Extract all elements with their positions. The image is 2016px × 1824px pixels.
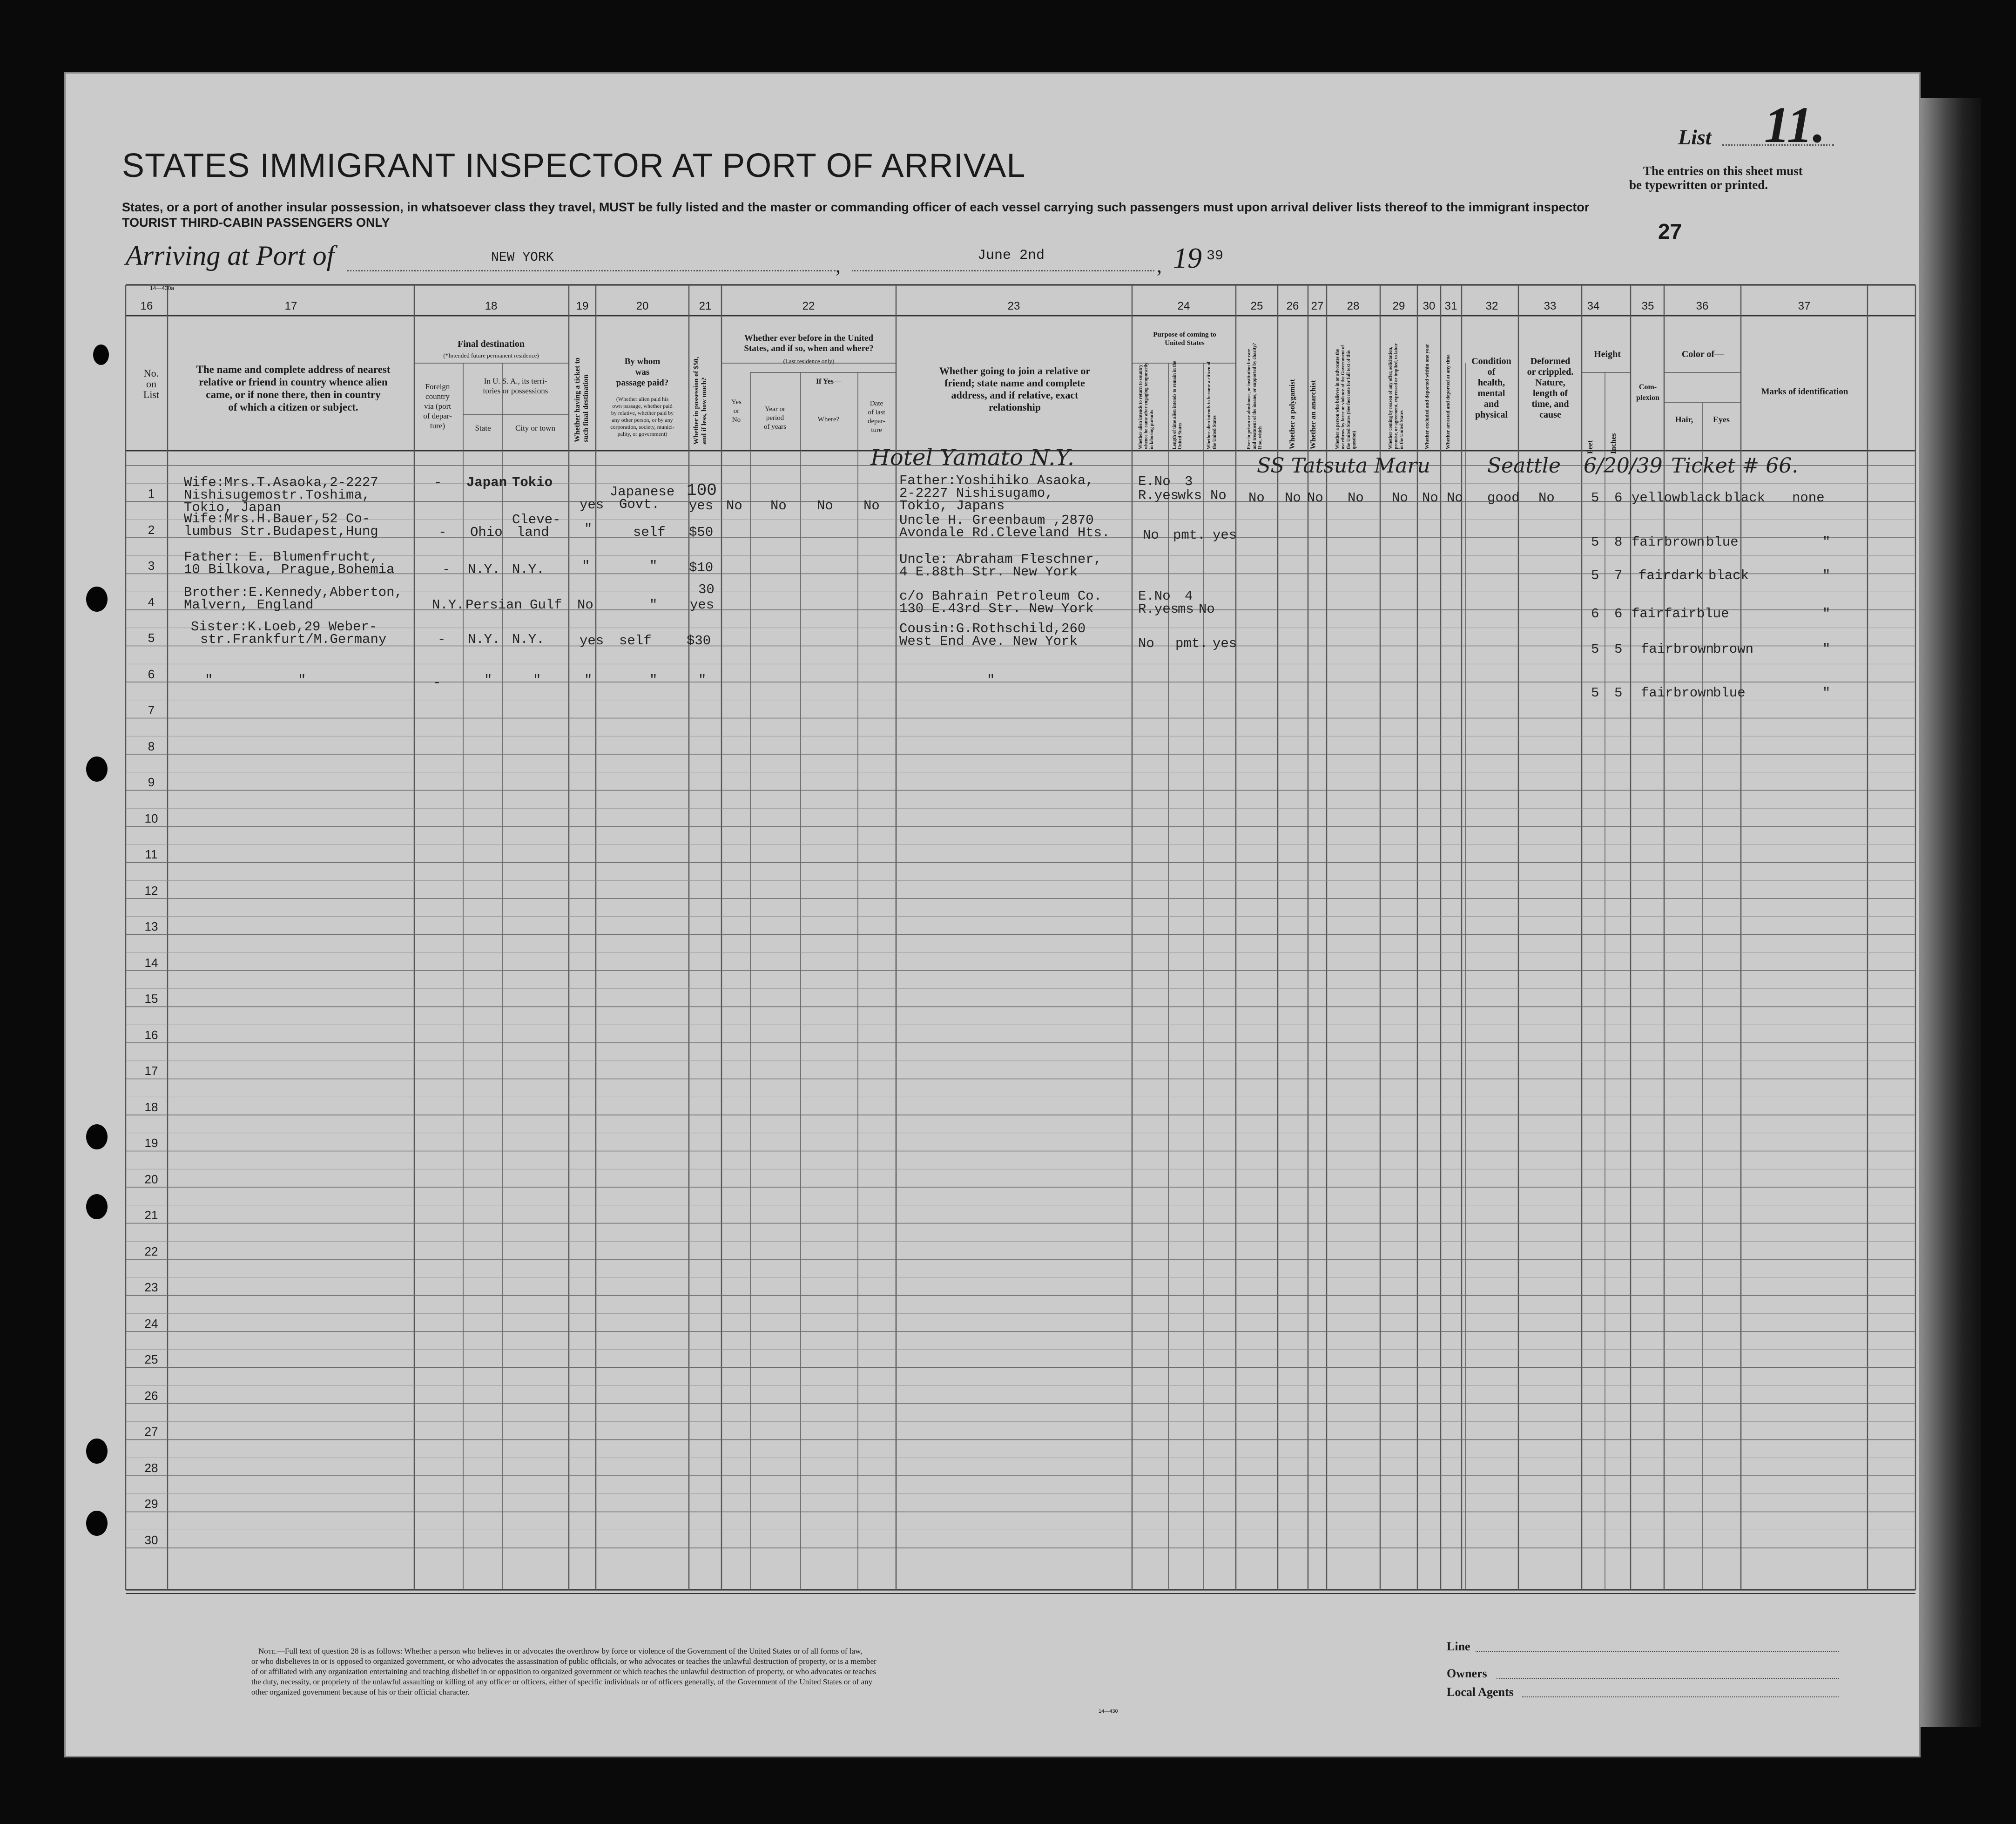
agents-underline — [1522, 1696, 1839, 1697]
row-number: 5 — [148, 631, 155, 645]
r1-money1: 100 — [687, 481, 717, 500]
r1-join-line3: Tokio, Japans — [899, 498, 1005, 513]
col37-header: Marks of identification — [1761, 387, 1848, 397]
r5-marks: " — [1822, 642, 1831, 657]
col22-year: Year or period of years — [764, 405, 786, 431]
r1-c31: No — [1447, 490, 1463, 506]
col34-header: Height — [1594, 349, 1621, 359]
column-number: 35 — [1641, 300, 1654, 312]
r1-join-line2: 2-2227 Nishisugamo, — [899, 486, 1053, 501]
r2-paid: self — [633, 525, 666, 540]
r6-relative-line1: " — [205, 673, 213, 688]
col21-header: Whether in possession of $50, and if less, how much? — [693, 357, 708, 445]
col18-subtitle: (*Intended future permanent residence) — [443, 352, 539, 359]
r5-money: $30 — [687, 633, 711, 649]
r3-ticket: " — [582, 559, 590, 574]
r3-city: N.Y. — [512, 562, 545, 577]
col29-header: Whether coming by reason of any offer, solicitation, promise, or agreement, expressed or implied, to labor in the United States — [1388, 343, 1404, 449]
r1-where: No — [817, 498, 833, 513]
r6-money: " — [698, 673, 707, 688]
column-number: 23 — [1007, 300, 1020, 312]
row-number: 28 — [144, 1460, 158, 1475]
column-number: 16 — [140, 300, 153, 312]
r1-relative-line2: Nishisugemostr.Toshima, — [184, 487, 371, 503]
col24-title: Purpose of coming to United States — [1153, 331, 1216, 347]
r4-feet: 6 — [1591, 606, 1599, 622]
year-suffix: 39 — [1207, 248, 1224, 264]
r6-country: - — [433, 675, 441, 690]
r5-complexion: fair — [1641, 642, 1673, 657]
row-number: 24 — [144, 1316, 158, 1331]
r6-city: " — [533, 673, 541, 688]
col35-header: Com- plexion — [1636, 383, 1659, 402]
row-number: 27 — [144, 1425, 158, 1439]
r1-ticket: yes — [580, 497, 604, 513]
col22-where: Where? — [817, 416, 840, 423]
r1-purpose-a: E.No — [1138, 474, 1171, 489]
r1-state: Japan — [466, 475, 507, 490]
r3-country: - — [442, 562, 451, 577]
column-number: 33 — [1544, 300, 1557, 312]
r4-paid: " — [649, 597, 658, 613]
date-underline — [852, 270, 1154, 271]
col30-header: Whether excluded and deported within one year — [1424, 344, 1430, 449]
col24c-header: Whether alien intends to become a citizen of the United States — [1207, 361, 1217, 449]
r2-relative-line1: Wife:Mrs.H.Bauer,52 Co- — [184, 511, 371, 527]
col36-hair: Hair, — [1675, 415, 1693, 424]
r6-feet: 5 — [1591, 685, 1599, 701]
col18-city: City or town — [515, 424, 555, 432]
col22-ifyes: If Yes— — [816, 378, 842, 385]
r1-money2: yes — [689, 498, 714, 513]
r1-feet: 5 — [1591, 490, 1599, 506]
r3-money: $10 — [689, 560, 714, 575]
r5-city: N.Y. — [512, 632, 545, 647]
r1-c29: No — [1392, 490, 1408, 506]
r2-inches: 8 — [1614, 534, 1623, 550]
row-number: 10 — [144, 811, 158, 825]
r5-eyes: brown — [1713, 642, 1754, 657]
comma: , — [1157, 254, 1162, 277]
r5-country: - — [438, 632, 446, 647]
r6-eyes: blue — [1713, 685, 1746, 701]
row-number: 18 — [144, 1100, 158, 1114]
r1-c28: No — [1348, 490, 1364, 506]
r2-ticket: " — [584, 521, 593, 537]
row-number: 7 — [148, 703, 155, 717]
r5-ticket: yes — [580, 633, 604, 649]
r3-paid: " — [649, 559, 658, 574]
r6-ticket: " — [584, 673, 593, 688]
footer-form-code: 14—430 — [1099, 1709, 1118, 1714]
hw-ticket: Ticket # 66. — [1671, 454, 1799, 478]
r4-money2: yes — [690, 597, 715, 613]
col22-sub: (Last residence only) — [783, 358, 835, 365]
col19-header: Whether having a ticket to such final destination — [573, 358, 590, 442]
r1-relative-line3: Tokio, Japan — [184, 500, 281, 515]
r1-before: No — [726, 498, 742, 513]
row-number: 16 — [144, 1027, 158, 1042]
r2-purpose-e: yes — [1213, 527, 1237, 543]
col27-header: Whether an anarchist — [1309, 380, 1317, 449]
list-number: 11. — [1764, 96, 1826, 153]
column-number: 25 — [1250, 300, 1263, 312]
r2-join-line2: Avondale Rd.Cleveland Hts. — [899, 525, 1110, 540]
r5-purpose-e: yes — [1213, 636, 1237, 651]
row-number: 1 — [148, 486, 155, 500]
r4-inches: 6 — [1614, 606, 1623, 622]
r2-hair: brown — [1664, 534, 1705, 550]
col22-date: Date of last depar- ture — [867, 400, 885, 434]
r3-state: N.Y. — [468, 562, 500, 577]
r6-paid: " — [649, 673, 658, 688]
r4-relative-line1: Brother:E.Kennedy,Abberton, — [184, 585, 403, 600]
r5-join-line2: West End Ave. New York — [899, 634, 1078, 649]
passenger-class: TOURIST THIRD-CABIN PASSENGERS ONLY — [122, 216, 390, 230]
row-number: 23 — [144, 1280, 158, 1294]
form-code: 14—430a — [150, 285, 175, 291]
row-number: 3 — [148, 559, 155, 573]
r3-inches: 7 — [1614, 568, 1623, 583]
col34-feet: Feet — [1586, 440, 1594, 454]
r1-health: good — [1487, 490, 1520, 506]
r4-country: N.Y. — [432, 597, 465, 613]
r3-marks: " — [1822, 568, 1831, 583]
r1-relative-line1: Wife:Mrs.T.Asaoka,2-2227 — [184, 475, 378, 490]
column-number: 22 — [802, 300, 815, 312]
r1-c30: No — [1422, 490, 1438, 506]
entries-note-1: The entries on this sheet must — [1643, 164, 1803, 178]
year-prefix: 19 — [1173, 243, 1202, 274]
col17-header: The name and complete address of nearest relative or friend in country whence alien came, or if none there, then in country of which a citizen or subject. — [196, 364, 391, 413]
r3-relative-line1: Father: E. Blumenfrucht, — [184, 549, 378, 565]
r1-purpose-e: No — [1210, 488, 1227, 503]
r5-join-line1: Cousin:G.Rothschild,260 — [899, 621, 1086, 636]
r5-state: N.Y. — [468, 632, 500, 647]
col24b-header: Length of time alien intends to remain in the United States — [1172, 361, 1183, 449]
row-number: 19 — [144, 1136, 158, 1150]
column-number: 18 — [485, 300, 498, 312]
col18-foreign: Foreign country via (port of depar- ture) — [423, 382, 452, 430]
r3-complexion: fair — [1638, 568, 1671, 583]
r2-country: - — [438, 525, 447, 540]
r1-country: - — [434, 475, 442, 490]
r4-state: Persian — [465, 597, 522, 613]
arriving-label: Arriving at Port of — [126, 240, 335, 271]
row-number: 29 — [144, 1497, 158, 1511]
r1-c25: No — [1248, 490, 1265, 506]
col33-header: Deformed or crippled. Nature, length of time, and cause — [1527, 356, 1574, 420]
col28-header: Whether a person who believes in or advocates the overthrow by force or violence of the Government of the United States (See foot note for full text of this question) — [1335, 345, 1357, 449]
row-number: 25 — [144, 1352, 158, 1366]
row-number: 8 — [148, 739, 155, 753]
row-number: 20 — [144, 1172, 158, 1186]
r3-eyes: black — [1708, 568, 1749, 583]
r6-join: " — [987, 673, 995, 688]
col24a-header: Whether alien intends to return to country whence he came after engaging temporarily in laboring pursuits — [1138, 362, 1154, 449]
r1-join-line1: Father:Yoshihiko Asaoka, — [899, 473, 1094, 488]
r2-purpose-d: pmt. — [1173, 527, 1206, 543]
col32-header: Condition of health, mental and physical — [1471, 356, 1511, 420]
row-number: 21 — [144, 1208, 158, 1222]
column-number: 17 — [284, 300, 297, 312]
r3-join-line2: 4 E.88th Str. New York — [899, 564, 1078, 580]
hw-date: 6/20/39 — [1584, 454, 1663, 478]
r2-city-line1: Cleve- — [512, 512, 561, 527]
col36-eyes: Eyes — [1713, 415, 1730, 424]
col31-header: Whether arrested and deported at any time — [1445, 354, 1451, 449]
r1-paid-line1: Japanese — [610, 484, 675, 500]
col20-header: By whom was passage paid? — [616, 357, 669, 388]
row-number: 15 — [144, 992, 158, 1006]
r4-purpose-d: ms — [1178, 601, 1194, 617]
r2-marks: " — [1822, 534, 1831, 550]
r1-purpose-d: wks — [1178, 488, 1202, 503]
r5-inches: 5 — [1614, 642, 1623, 657]
footnote-line3: of or affiliated with any organization entertaining and teaching disbelief in or opposition to organized government or which teaches the unlawful destruction of property, or who advocates or teaches — [251, 1667, 876, 1676]
column-number: 34 — [1587, 300, 1600, 312]
footnote-line4: the duty, necessity, or propriety of the unlawful assaulting or killing of any officer or officers, either of specific individuals or of officers generally, of the Government of the United States or of any — [251, 1677, 873, 1686]
r6-hair: brown — [1673, 685, 1714, 701]
line-underline — [1476, 1651, 1839, 1652]
col23-header: Whether going to join a relative or friend; state name and complete address, and if relative, exact relationship — [939, 365, 1091, 413]
r2-relative-line2: lumbus Str.Budapest,Hung — [184, 524, 378, 539]
r1-year: No — [770, 498, 787, 513]
row-number: 11 — [145, 847, 158, 861]
r1-complexion: yellow — [1632, 490, 1680, 506]
column-number: 19 — [576, 300, 589, 312]
r1-purpose-b: 3 — [1185, 474, 1193, 489]
r1-inches: 6 — [1614, 490, 1623, 506]
form-instructions: States, or a port of another insular possession, in whatsoever class they travel, MUST be fully listed and the master or commanding officer of each vessel carrying such passengers must upon arrival deliver lists thereof to the immigrant inspector — [122, 200, 1590, 214]
r5-paid: self — [619, 633, 652, 649]
footnote-line1: Note.—Full text of question 28 is as follows: Whether a person who believes in or advocates the overthrow by force or violence of the Government of the United States or of all forms of law, — [258, 1647, 863, 1655]
r6-complexion: fair — [1641, 685, 1673, 701]
r4-join-line2: 130 E.43rd Str. New York — [899, 601, 1094, 616]
column-number: 28 — [1347, 300, 1360, 312]
date-value: June 2nd — [978, 248, 1045, 263]
r5-purpose-a: No — [1138, 636, 1154, 651]
r6-marks: " — [1822, 685, 1831, 701]
r3-join-line1: Uncle: Abraham Fleschner, — [899, 552, 1102, 567]
r4-ticket: No — [577, 597, 593, 613]
column-number: 29 — [1392, 300, 1405, 312]
row-number: 17 — [144, 1064, 158, 1078]
sheet-number: 27 — [1658, 219, 1682, 243]
column-number: 32 — [1485, 300, 1498, 312]
footnote-line5: other organized government because of his or their official character. — [251, 1688, 470, 1696]
r1-eyes: black — [1725, 490, 1766, 506]
column-number: 37 — [1798, 300, 1811, 312]
line-label: Line — [1447, 1640, 1470, 1653]
hw-hotel: Hotel Yamato N.Y. — [870, 445, 1075, 471]
r2-feet: 5 — [1591, 534, 1599, 550]
row-number: 13 — [144, 919, 158, 933]
r5-relative-line2: str.Frankfurt/M.Germany — [200, 632, 387, 647]
r2-eyes: blue — [1706, 534, 1739, 550]
row-number: 4 — [148, 594, 155, 609]
r2-state: Ohio — [470, 525, 503, 540]
footnote-line2: or who disbelieves in or is opposed to organized government, or who advocates the assassination of public officials, or who advocates or teaches the unlawful destruction of property, or is a member — [251, 1657, 877, 1666]
hw-seattle: Seattle — [1487, 454, 1561, 478]
column-number: 27 — [1311, 300, 1324, 312]
col22-yesno: Yes or No — [731, 399, 742, 424]
r2-money: $50 — [689, 525, 714, 540]
port-value: NEW YORK — [491, 250, 554, 265]
col18-usa: In U. S. A., its terri- tories or possessions — [483, 377, 548, 395]
col36-title: Color of— — [1681, 349, 1724, 359]
column-number: 30 — [1423, 300, 1436, 312]
col22-title: Whether ever before in the United States, and if so, when and where? — [744, 333, 874, 353]
r3-feet: 5 — [1591, 568, 1599, 583]
r2-city-line2: land — [517, 525, 549, 540]
row-number: 26 — [144, 1388, 158, 1403]
owners-underline — [1497, 1678, 1839, 1679]
r5-hair: brown — [1673, 642, 1714, 657]
col18-title: Final destination — [458, 339, 525, 349]
r1-city: Tokio — [512, 475, 553, 490]
r5-feet: 5 — [1591, 642, 1599, 657]
r5-purpose-d: pmt. — [1175, 636, 1208, 651]
r1-date: No — [863, 498, 880, 513]
r4-purpose-e: No — [1199, 601, 1215, 617]
r1-paid-line2: Govt. — [619, 497, 660, 512]
r4-purpose-c: R.yes — [1138, 601, 1179, 617]
comma: , — [836, 254, 841, 277]
col20-sub: (Whether alien paid his own passage, whether paid by relative, whether paid by any other person, or by any corporation, society, munici- pality, or government) — [610, 396, 674, 437]
list-label: List — [1678, 125, 1712, 149]
col18-state: State — [475, 424, 491, 432]
r6-relative-line2: " — [298, 673, 306, 688]
port-underline — [347, 270, 836, 271]
row-number: 22 — [144, 1244, 158, 1258]
column-number: 31 — [1444, 300, 1457, 312]
row-number: 9 — [148, 775, 155, 789]
r4-city: Gulf — [530, 597, 562, 613]
owners-label: Owners — [1447, 1667, 1487, 1680]
r2-complexion: fair — [1632, 534, 1664, 550]
col26-header: Whether a polygamist — [1288, 379, 1296, 449]
col34-inches: Inches — [1610, 433, 1618, 454]
r1-c26: No — [1285, 490, 1301, 506]
col25-header: Ever in prison or almshouse, or institution for care and treatment of the insane, or supported by charity? If so, which — [1247, 343, 1263, 449]
r6-inches: 5 — [1614, 685, 1623, 701]
r3-hair: dark — [1671, 568, 1704, 583]
r1-c27: No — [1307, 490, 1323, 506]
r2-join-line1: Uncle H. Greenbaum ,2870 — [899, 513, 1094, 528]
r1-hair: black — [1680, 490, 1721, 506]
r4-join-line1: c/o Bahrain Petroleum Co. — [899, 588, 1102, 604]
row-number: 2 — [148, 522, 155, 537]
r4-purpose-a: E.No — [1138, 588, 1171, 604]
r4-hair: fair — [1664, 606, 1697, 622]
r4-money1: 30 — [698, 582, 715, 597]
r4-marks: " — [1822, 606, 1831, 622]
r6-state: " — [484, 673, 492, 688]
row-number: 14 — [144, 955, 158, 970]
r1-marks: none — [1792, 490, 1825, 506]
r4-eyes: blue — [1697, 606, 1729, 622]
r1-deformed: No — [1538, 490, 1555, 506]
r5-relative-line1: Sister:K.Loeb,29 Weber- — [191, 619, 378, 635]
r2-purpose-a: No — [1143, 527, 1159, 543]
r1-purpose-c: R.yes — [1138, 488, 1179, 503]
r4-relative-line2: Malvern, England — [184, 597, 314, 613]
r3-relative-line2: 10 Bilkova, Prague,Bohemia — [184, 562, 395, 577]
col16-header: No. on List — [143, 367, 160, 400]
column-number: 20 — [636, 300, 649, 312]
column-number: 24 — [1177, 300, 1190, 312]
hw-ship: SS Tatsuta Maru — [1257, 454, 1430, 478]
row-number: 30 — [144, 1533, 158, 1547]
column-number: 21 — [699, 300, 712, 312]
agents-label: Local Agents — [1447, 1685, 1514, 1699]
column-number: 36 — [1696, 300, 1709, 312]
row-number: 12 — [144, 883, 158, 898]
form-title: STATES IMMIGRANT INSPECTOR AT PORT OF ARRIVAL — [122, 147, 1026, 184]
row-number: 6 — [148, 667, 155, 681]
r4-complexion: fair — [1632, 606, 1664, 622]
r4-purpose-b: 4 — [1185, 588, 1193, 604]
column-number: 26 — [1286, 300, 1299, 312]
entries-note-2: be typewritten or printed. — [1629, 178, 1768, 192]
